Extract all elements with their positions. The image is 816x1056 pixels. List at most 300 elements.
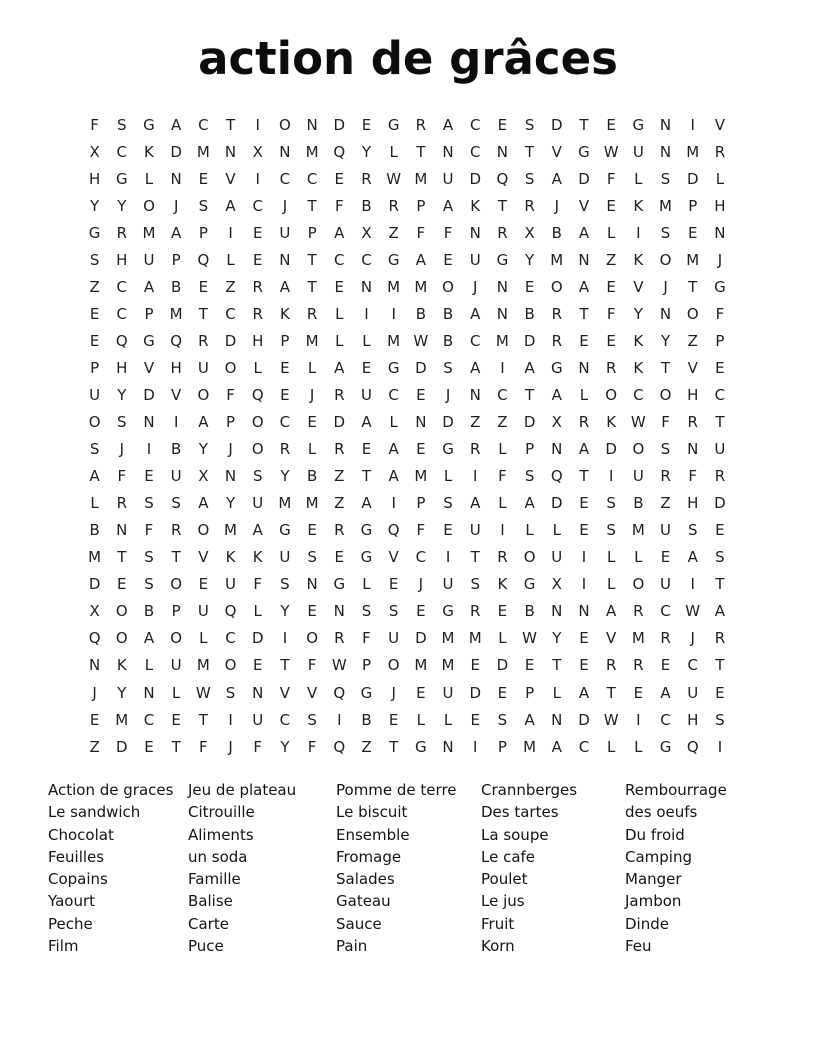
grid-letter: R: [605, 656, 617, 675]
grid-letter: F: [334, 196, 344, 215]
grid-letter: J: [473, 277, 478, 296]
grid-letter: B: [171, 440, 182, 459]
grid-letter: H: [687, 385, 699, 404]
grid-letter: R: [116, 494, 127, 513]
grid-letter: I: [636, 710, 641, 729]
grid-letter: E: [89, 710, 100, 729]
word-list-item: Peche: [48, 914, 93, 933]
grid-letter: E: [579, 656, 589, 675]
grid-letter: N: [496, 304, 509, 323]
grid-letter: G: [360, 683, 373, 702]
grid-letter: E: [361, 115, 372, 134]
grid-letter: I: [636, 223, 641, 242]
grid-letter: L: [335, 304, 344, 323]
grid-letter: A: [225, 196, 236, 215]
grid-letter: L: [389, 142, 398, 161]
grid-letter: T: [715, 575, 725, 594]
grid-letter: M: [550, 250, 564, 269]
grid-letter: V: [714, 115, 726, 134]
grid-letter: U: [279, 223, 291, 242]
grid-letter: D: [469, 683, 481, 702]
grid-letter: M: [686, 142, 700, 161]
word-list-item: Aliments: [188, 825, 254, 844]
grid-letter: S: [361, 602, 372, 621]
grid-letter: M: [305, 142, 319, 161]
grid-letter: L: [226, 250, 235, 269]
grid-letter: V: [388, 548, 399, 567]
grid-letter: A: [279, 277, 291, 296]
grid-letter: C: [143, 710, 155, 729]
grid-letter: O: [170, 629, 183, 648]
grid-letter: F: [606, 304, 616, 323]
grid-letter: M: [196, 656, 210, 675]
grid-letter: N: [551, 440, 563, 459]
grid-letter: S: [117, 413, 127, 432]
grid-letter: R: [415, 115, 427, 134]
grid-letter: S: [715, 710, 725, 729]
grid-letter: G: [360, 548, 373, 567]
grid-letter: D: [116, 737, 128, 756]
grid-letter: E: [633, 683, 644, 702]
grid-letter: Y: [280, 602, 290, 621]
word-list-item: Dinde: [625, 914, 669, 933]
grid-letter: F: [144, 521, 154, 540]
word-column-2: [188, 779, 296, 957]
grid-letter: N: [496, 277, 509, 296]
grid-letter: V: [551, 142, 562, 161]
grid-letter: G: [360, 521, 373, 540]
grid-letter: Z: [497, 413, 508, 432]
grid-letter: L: [389, 413, 398, 432]
grid-letter: X: [551, 575, 562, 594]
grid-letter: E: [443, 250, 453, 269]
grid-letter: U: [469, 250, 481, 269]
grid-letter: Q: [333, 737, 346, 756]
grid-letter: R: [714, 467, 726, 486]
grid-letter: E: [416, 440, 426, 459]
word-list-item: Korn: [481, 937, 515, 956]
grid-letter: P: [688, 196, 698, 215]
grid-letter: Y: [280, 737, 290, 756]
grid-letter: J: [92, 683, 97, 702]
grid-letter: T: [579, 115, 589, 134]
grid-letter: G: [387, 115, 400, 134]
grid-letter: N: [687, 440, 699, 459]
grid-letter: E: [388, 575, 399, 594]
grid-letter: L: [579, 385, 589, 404]
grid-letter: S: [198, 196, 209, 215]
grid-letter: A: [415, 250, 426, 269]
grid-letter: B: [171, 277, 182, 296]
grid-letter: E: [443, 521, 453, 540]
grid-letter: E: [606, 115, 616, 134]
grid-letter: T: [579, 467, 589, 486]
grid-letter: L: [171, 683, 181, 702]
grid-letter: U: [687, 683, 699, 702]
grid-letter: D: [578, 169, 590, 188]
grid-letter: L: [362, 331, 371, 350]
grid-letter: O: [605, 385, 618, 404]
grid-letter: A: [361, 494, 372, 513]
grid-letter: I: [391, 304, 396, 323]
grid-letter: S: [470, 575, 480, 594]
grid-letter: J: [391, 683, 396, 702]
grid-letter: T: [225, 115, 236, 134]
grid-letter: G: [387, 358, 400, 377]
grid-letter: P: [715, 331, 725, 350]
grid-letter: Y: [280, 467, 290, 486]
word-list-item: Copains: [48, 870, 108, 889]
grid-letter: S: [171, 494, 181, 513]
grid-letter: E: [144, 467, 154, 486]
grid-letter: G: [632, 115, 645, 134]
grid-letter: F: [661, 413, 670, 432]
grid-letter: O: [523, 548, 536, 567]
grid-letter: D: [551, 494, 563, 513]
grid-letter: T: [198, 710, 208, 729]
grid-letter: F: [443, 223, 453, 242]
grid-letter: X: [361, 223, 372, 242]
grid-letter: W: [195, 683, 211, 702]
grid-letter: S: [687, 521, 698, 540]
grid-letter: J: [554, 196, 559, 215]
grid-letter: E: [252, 656, 263, 675]
grid-letter: F: [199, 737, 208, 756]
grid-letter: S: [497, 710, 508, 729]
grid-letter: M: [414, 169, 428, 188]
grid-letter: A: [551, 385, 562, 404]
grid-letter: A: [388, 440, 399, 459]
grid-letter: R: [470, 602, 481, 621]
grid-letter: M: [414, 656, 428, 675]
grid-letter: A: [442, 196, 454, 215]
grid-letter: M: [523, 737, 537, 756]
grid-letter: N: [578, 602, 590, 621]
grid-letter: I: [581, 548, 587, 567]
grid-letter: F: [90, 115, 99, 134]
grid-letter: A: [578, 440, 590, 459]
grid-letter: N: [88, 656, 101, 675]
grid-letter: N: [143, 413, 155, 432]
grid-letter: E: [198, 575, 209, 594]
grid-letter: S: [715, 548, 725, 567]
grid-letter: E: [579, 494, 589, 513]
word-list-item: un soda: [188, 847, 248, 866]
grid-letter: R: [633, 602, 644, 621]
grid-letter: A: [334, 358, 345, 377]
grid-letter: N: [224, 467, 237, 486]
word-list-item: Ensemble: [336, 825, 410, 844]
grid-letter: Q: [387, 521, 400, 540]
grid-letter: U: [551, 548, 563, 567]
grid-letter: R: [497, 548, 508, 567]
grid-letter: P: [198, 223, 208, 242]
word-list-item: La soupe: [481, 825, 549, 844]
grid-letter: O: [686, 304, 699, 323]
grid-letter: M: [631, 521, 645, 540]
grid-letter: K: [144, 142, 154, 161]
grid-letter: A: [660, 683, 671, 702]
grid-letter: O: [224, 656, 237, 675]
grid-letter: I: [255, 169, 260, 188]
grid-letter: J: [228, 737, 233, 756]
word-list-item: Film: [48, 937, 79, 956]
grid-letter: Q: [496, 169, 509, 188]
grid-letter: I: [581, 575, 587, 594]
grid-letter: D: [88, 575, 101, 594]
grid-letter: S: [89, 440, 100, 459]
grid-letter: L: [253, 602, 262, 621]
grid-letter: L: [552, 521, 561, 540]
grid-letter: M: [387, 277, 401, 296]
grid-letter: S: [144, 494, 154, 513]
grid-letter: M: [659, 196, 672, 215]
grid-letter: U: [714, 440, 726, 459]
grid-letter: E: [307, 413, 317, 432]
grid-letter: W: [413, 331, 429, 350]
grid-letter: M: [441, 656, 455, 675]
grid-letter: C: [469, 115, 481, 134]
word-lists: [0, 779, 816, 979]
grid-letter: H: [88, 169, 101, 188]
grid-letter: C: [198, 115, 209, 134]
grid-letter: O: [115, 629, 128, 648]
grid-letter: F: [362, 629, 371, 648]
grid-letter: B: [551, 223, 562, 242]
word-list-item: Le cafe: [481, 847, 536, 866]
grid-letter: J: [717, 250, 723, 269]
grid-letter: W: [630, 413, 646, 432]
grid-letter: L: [552, 683, 561, 702]
grid-letter: L: [634, 169, 643, 188]
grid-letter: I: [500, 521, 505, 540]
grid-letter: E: [606, 196, 616, 215]
grid-letter: K: [225, 548, 236, 567]
grid-letter: D: [333, 115, 346, 134]
grid-letter: P: [361, 656, 371, 675]
grid-letter: N: [578, 250, 590, 269]
grid-letter: C: [116, 277, 128, 296]
grid-letter: T: [715, 413, 725, 432]
grid-letter: T: [171, 737, 181, 756]
grid-letter: N: [360, 277, 373, 296]
grid-letter: R: [388, 196, 399, 215]
grid-letter: F: [307, 656, 317, 675]
grid-letter: Q: [251, 385, 264, 404]
grid-letter: T: [416, 142, 426, 161]
grid-letter: O: [659, 385, 672, 404]
grid-letter: R: [334, 521, 345, 540]
grid-letter: S: [524, 467, 535, 486]
grid-letter: Q: [170, 331, 183, 350]
word-list-item: Crannberges: [481, 781, 578, 799]
grid-letter: J: [228, 440, 233, 459]
grid-letter: D: [605, 440, 617, 459]
grid-letter: N: [442, 142, 454, 161]
word-list-item: Action de graces: [48, 781, 174, 799]
grid-letter: T: [307, 277, 317, 296]
grid-letter: L: [525, 521, 534, 540]
grid-letter: E: [280, 358, 290, 377]
grid-letter: G: [659, 737, 672, 756]
grid-letter: E: [579, 629, 589, 648]
grid-letter: G: [442, 440, 454, 459]
grid-letter: Q: [197, 250, 210, 269]
grid-letter: C: [306, 169, 318, 188]
grid-letter: L: [199, 629, 208, 648]
grid-letter: M: [305, 331, 319, 350]
grid-letter: L: [90, 494, 99, 513]
grid-letter: U: [442, 169, 454, 188]
grid-letter: J: [445, 385, 451, 404]
grid-letter: L: [606, 548, 616, 567]
grid-letter: C: [116, 142, 128, 161]
grid-letter: E: [416, 385, 426, 404]
grid-letter: J: [173, 196, 179, 215]
grid-letter: M: [414, 467, 428, 486]
grid-letter: A: [171, 223, 182, 242]
word-list-item: Le jus: [481, 892, 525, 911]
grid-letter: K: [470, 196, 481, 215]
word-list-item: Manger: [625, 870, 682, 889]
word-column-5: [625, 779, 727, 957]
grid-letter: Y: [90, 196, 100, 215]
grid-letter: D: [415, 629, 427, 648]
grid-letter: J: [663, 277, 668, 296]
grid-letter: M: [631, 629, 645, 648]
word-list-item: Du froid: [625, 825, 685, 844]
grid-letter: I: [282, 629, 288, 648]
grid-letter: V: [306, 683, 318, 702]
grid-letter: U: [442, 683, 454, 702]
grid-letter: C: [415, 548, 427, 567]
grid-letter: L: [443, 467, 453, 486]
grid-letter: A: [143, 277, 155, 296]
grid-letter: Z: [89, 277, 100, 296]
grid-letter: T: [715, 656, 725, 675]
grid-letter: M: [387, 331, 401, 350]
grid-letter: D: [415, 358, 427, 377]
grid-letter: N: [306, 115, 318, 134]
grid-letter: D: [523, 331, 536, 350]
grid-letter: Y: [633, 304, 643, 323]
letter-grid: [81, 111, 734, 760]
grid-letter: M: [196, 142, 210, 161]
grid-letter: O: [659, 250, 672, 269]
grid-letter: A: [470, 358, 481, 377]
grid-letter: R: [170, 521, 182, 540]
grid-letter: N: [143, 683, 155, 702]
grid-letter: M: [278, 494, 292, 513]
grid-letter: E: [388, 710, 399, 729]
word-list-item: Balise: [188, 892, 233, 911]
grid-letter: M: [115, 710, 129, 729]
grid-letter: T: [606, 683, 616, 702]
grid-letter: R: [361, 169, 372, 188]
grid-letter: C: [279, 710, 291, 729]
grid-letter: U: [660, 575, 672, 594]
grid-letter: R: [116, 223, 127, 242]
grid-letter: T: [660, 358, 671, 377]
grid-letter: P: [525, 683, 535, 702]
grid-letter: E: [89, 304, 100, 323]
grid-letter: R: [714, 142, 726, 161]
grid-letter: S: [443, 358, 453, 377]
grid-letter: U: [660, 521, 672, 540]
grid-letter: B: [361, 196, 372, 215]
grid-letter: N: [279, 250, 291, 269]
word-list-item: Fruit: [481, 914, 515, 933]
grid-letter: R: [605, 358, 617, 377]
grid-letter: M: [686, 250, 700, 269]
grid-letter: F: [416, 521, 426, 540]
grid-letter: Q: [224, 602, 237, 621]
grid-letter: S: [660, 440, 671, 459]
grid-letter: F: [688, 467, 698, 486]
grid-letter: A: [388, 467, 399, 486]
grid-letter: E: [497, 683, 508, 702]
grid-letter: A: [470, 304, 481, 323]
grid-letter: C: [469, 142, 481, 161]
grid-letter: I: [500, 358, 505, 377]
grid-letter: C: [633, 385, 644, 404]
grid-letter: B: [89, 521, 100, 540]
grid-letter: L: [634, 737, 643, 756]
grid-letter: D: [442, 413, 454, 432]
grid-letter: N: [551, 710, 563, 729]
grid-letter: L: [606, 223, 616, 242]
grid-letter: K: [633, 358, 644, 377]
grid-letter: I: [228, 223, 233, 242]
grid-letter: J: [282, 196, 288, 215]
word-list-item: Puce: [188, 937, 224, 956]
grid-letter: N: [714, 223, 726, 242]
grid-letter: R: [306, 304, 318, 323]
grid-letter: M: [224, 521, 237, 540]
word-list-item: Famille: [188, 870, 241, 889]
grid-letter: E: [470, 656, 480, 675]
grid-letter: H: [116, 250, 128, 269]
grid-letter: A: [551, 737, 562, 756]
grid-letter: R: [334, 629, 345, 648]
grid-letter: P: [171, 602, 181, 621]
grid-letter: W: [685, 602, 701, 621]
grid-letter: A: [198, 494, 209, 513]
grid-letter: Y: [198, 440, 208, 459]
grid-letter: F: [498, 467, 507, 486]
grid-letter: A: [361, 413, 372, 432]
word-list-item: Chocolat: [48, 825, 114, 844]
grid-letter: F: [117, 467, 127, 486]
grid-letter: P: [416, 196, 426, 215]
grid-letter: C: [388, 385, 399, 404]
grid-letter: B: [442, 304, 454, 323]
grid-letter: I: [445, 548, 451, 567]
grid-letter: N: [170, 169, 182, 188]
grid-letter: O: [632, 575, 645, 594]
grid-letter: I: [173, 413, 179, 432]
grid-letter: N: [252, 683, 264, 702]
grid-letter: O: [442, 277, 454, 296]
grid-letter: L: [715, 169, 725, 188]
grid-letter: Z: [89, 737, 100, 756]
grid-letter: Y: [117, 385, 127, 404]
grid-letter: P: [525, 440, 535, 459]
grid-letter: C: [252, 196, 263, 215]
grid-letter: C: [660, 602, 671, 621]
grid-letter: Z: [334, 467, 345, 486]
grid-letter: O: [143, 196, 155, 215]
